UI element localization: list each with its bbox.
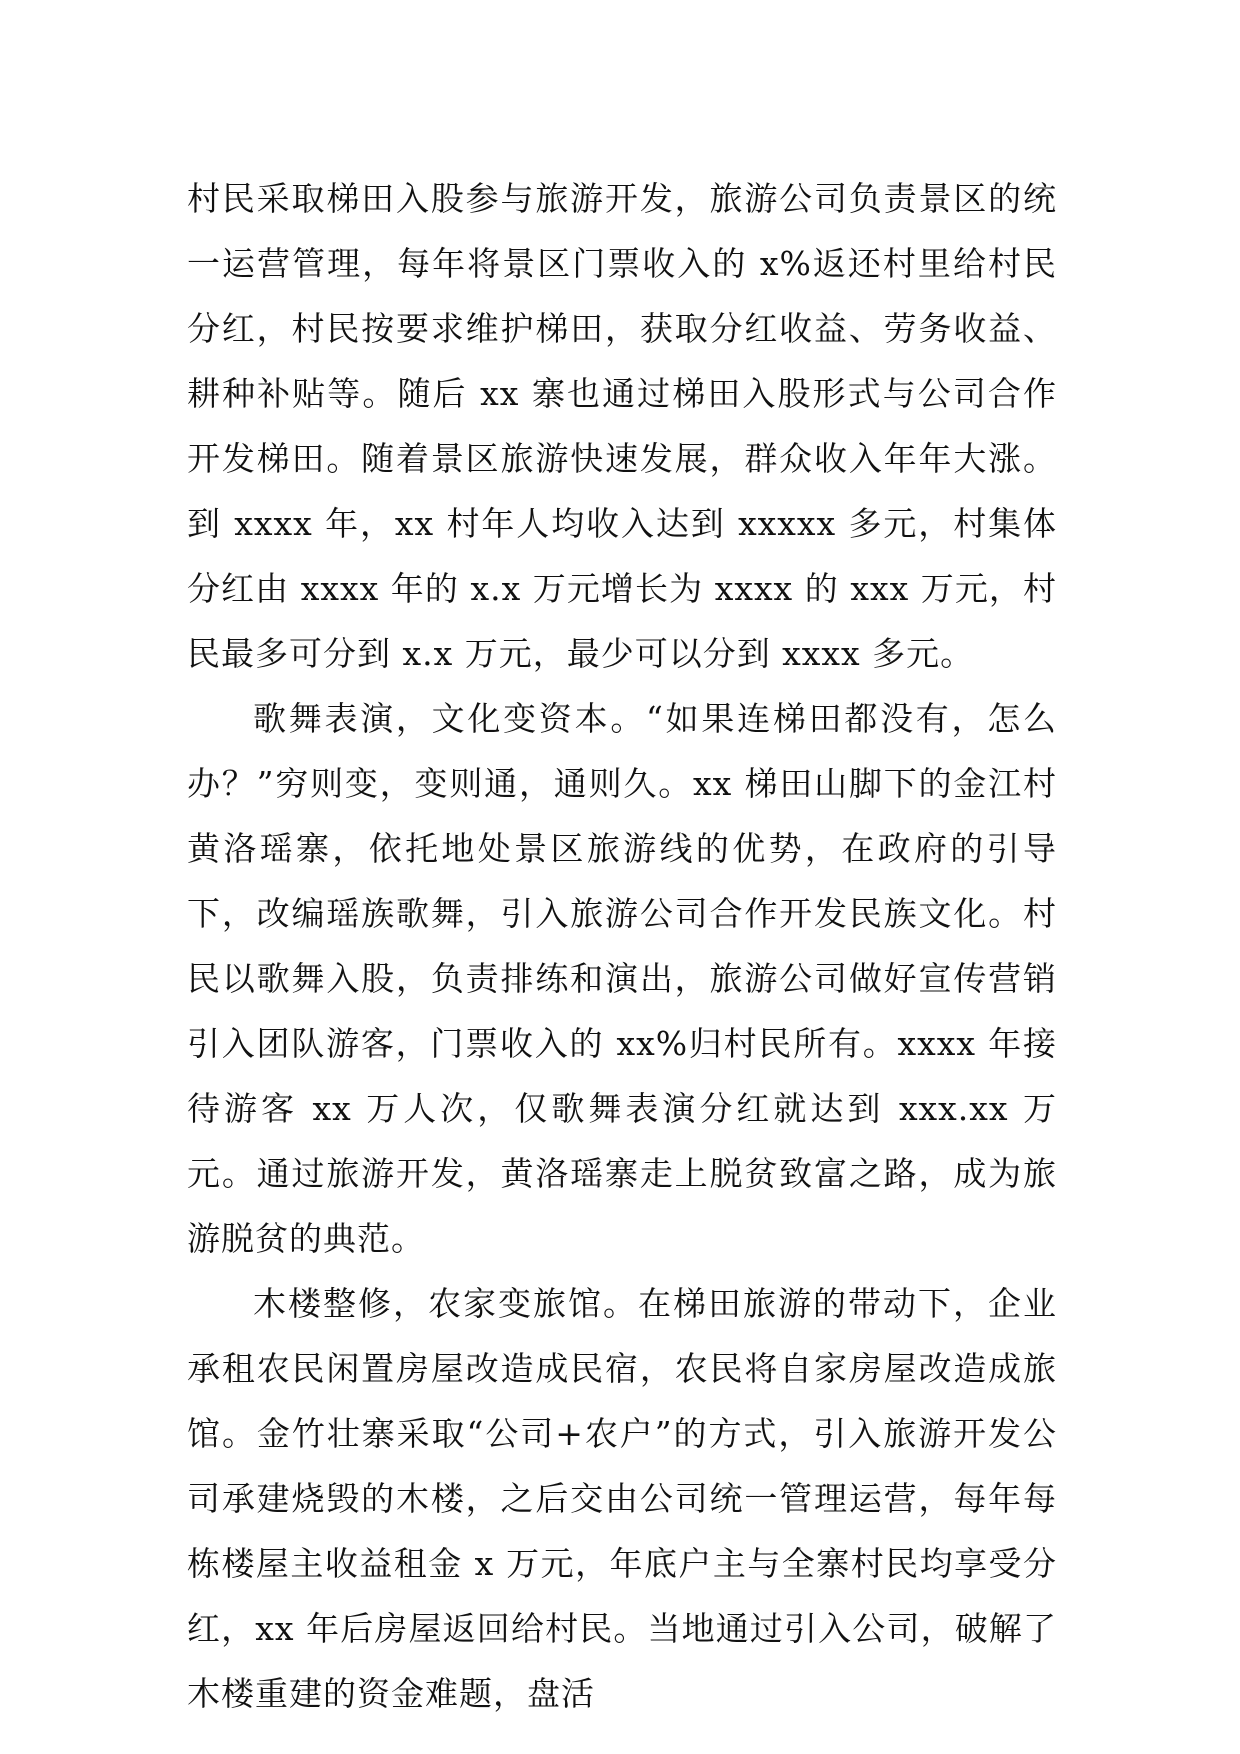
paragraph-wooden-houses: 木楼整修，农家变旅馆。在梯田旅游的带动下，企业承租农民闲置房屋改造成民宿，农民将自家房屋改造成旅馆。金竹壮寨采取“公司+农户”的方式，引入旅游开发公司承建烧毁的木楼，之后交由公司统一管理运营，每年每栋楼屋主收益租金 x 万元，年底户主与全寨村民均享受分红，xx 年后房屋返回给村民。当地通过引入公司，破解了木楼重建的资金难题，盘活 bbox=[187, 1284, 1057, 1713]
paragraph-continuation: 村民采取梯田入股参与旅游开发，旅游公司负责景区的统一运营管理，每年将景区门票收入的 x%返还村里给村民分红，村民按要求维护梯田，获取分红收益、劳务收益、耕种补贴等。随后 xx 寨也通过梯田入股形式与公司合作开发梯田。随着景区旅游快速发展，群众收入年年大涨。到 xxxx 年，xx 村年人均收入达到 xxxxx 多元，村集体分红由 xxxx 年的 x.x 万元增长为 xxxx 的 xxx 万元，村民最多可分到 x.x 万元，最少可以分到 xxxx 多元。 bbox=[187, 179, 1057, 673]
paragraph-song-dance: 歌舞表演，文化变资本。“如果连梯田都没有，怎么办？”穷则变，变则通，通则久。xx 梯田山脚下的金江村黄洛瑶寨，依托地处景区旅游线的优势，在政府的引导下，改编瑶族歌舞，引入旅游公司合作开发民族文化。村民以歌舞入股，负责排练和演出，旅游公司做好宣传营销引入团队游客，门票收入的 xx%归村民所有。xxxx 年接待游客 xx 万人次，仅歌舞表演分红就达到 xxx.xx 万元。通过旅游开发，黄洛瑶寨走上脱贫致富之路，成为旅游脱贫的典范。 bbox=[187, 699, 1057, 1258]
document-body bbox=[187, 166, 1057, 1726]
